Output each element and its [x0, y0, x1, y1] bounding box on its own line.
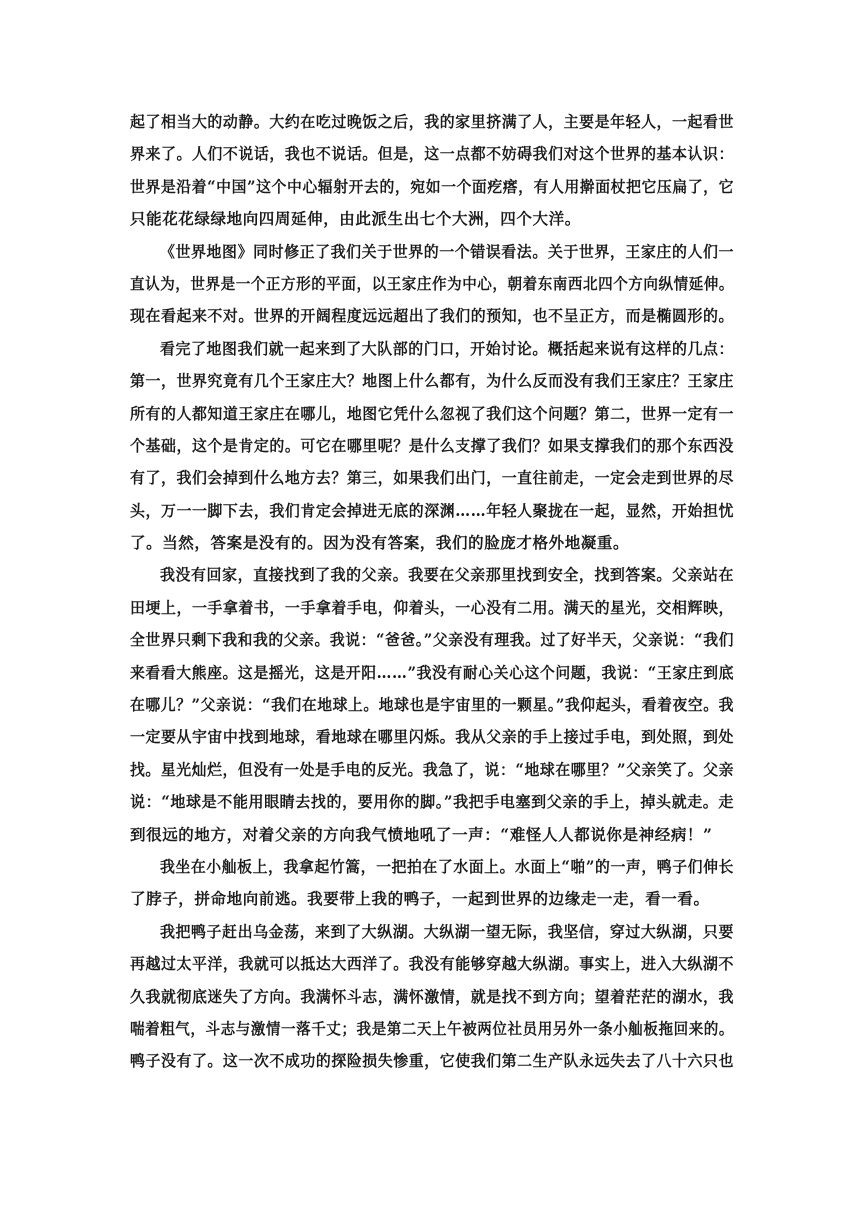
text-line-content: 久我就彻底迷失了方向。我满怀斗志，满怀激情，就是找不到方向；望着茫茫的湖水，我	[130, 986, 734, 1006]
text-line	[130, 786, 734, 818]
text-line	[130, 527, 734, 559]
text-line	[130, 721, 734, 753]
text-line	[130, 592, 734, 624]
text-line	[130, 948, 734, 980]
text-line	[130, 624, 734, 656]
text-line-content: 说：“地球是不能用眼睛去找的，要用你的脚。”我把手电塞到父亲的手上，掉头就走。走	[130, 792, 734, 812]
text-line-content: 世界是沿着“中国”这个中心辐射开去的，宛如一个面疙瘩，有人用擀面杖把它压扁了，它	[130, 176, 734, 196]
text-line-content: 个基础，这个是肯定的。可它在哪里呢？是什么支撑了我们？如果支撑我们的那个东西没	[130, 435, 734, 455]
text-line	[130, 300, 734, 332]
text-line	[130, 236, 734, 268]
text-line-content: 头，万一一脚下去，我们肯定会掉进无底的深渊……年轻人聚拢在一起，显然，开始担忧	[130, 500, 734, 520]
text-line	[130, 365, 734, 397]
text-line-content: 找。星光灿烂，但没有一处是手电的反光。我急了，说：“地球在哪里？”父亲笑了。父亲	[130, 759, 734, 779]
text-line-content: 我把鸭子赶出乌金荡，来到了大纵湖。大纵湖一望无际，我坚信，穿过大纵湖，只要	[160, 921, 734, 941]
text-line-content: 第一，世界究竟有几个王家庄大？地图上什么都有，为什么反而没有我们王家庄？王家庄	[130, 371, 734, 391]
text-line-content: 只能花花绿绿地向四周延伸，由此派生出七个大洲，四个大洋。	[130, 209, 581, 229]
text-line-content: 直认为，世界是一个正方形的平面，以王家庄作为中心，朝着东南西北四个方向纵情延伸。	[130, 273, 734, 293]
text-line	[130, 268, 734, 300]
text-line-content: 了脖子，拼命地向前逃。我要带上我的鸭子，一起到世界的边缘走一走，看一看。	[130, 889, 710, 909]
text-line-content: 有了，我们会掉到什么地方去？第三，如果我们出门，一直往前走，一定会走到世界的尽	[130, 468, 734, 488]
text-line	[130, 1013, 734, 1045]
text-line	[130, 689, 734, 721]
text-line-content: 界来了。人们不说话，我也不说话。但是，这一点都不妨碍我们对这个世界的基本认识：	[130, 144, 734, 164]
text-line	[130, 754, 734, 786]
text-line-content: 一定要从宇宙中找到地球，看地球在哪里闪烁。我从父亲的手上接过手电，到处照，到处	[130, 727, 734, 747]
text-line-content: 起了相当大的动静。大约在吃过晚饭之后，我的家里挤满了人，主要是年轻人，一起看世	[130, 112, 734, 131]
text-line	[130, 851, 734, 883]
text-line-content: 我没有回家，直接找到了我的父亲。我要在父亲那里找到安全，找到答案。父亲站在	[160, 565, 734, 585]
text-line-content: 来看看大熊座。这是摇光，这是开阳……”我没有耐心关心这个问题，我说：“王家庄到底	[130, 662, 734, 682]
text-line	[130, 883, 734, 915]
text-line	[130, 430, 734, 462]
text-line	[130, 333, 734, 365]
text-line	[130, 398, 734, 430]
text-line-content: 在哪儿？”父亲说：“我们在地球上。地球也是宇宙里的一颗星。”我仰起头，看着夜空。我	[130, 695, 734, 715]
text-line-content: 所有的人都知道王家庄在哪儿，地图它凭什么忽视了我们这个问题？第二，世界一定有一	[130, 403, 734, 423]
text-line	[130, 138, 734, 170]
text-line-content: 再越过太平洋，我就可以抵达大西洋了。我没有能够穿越大纵湖。事实上，进入大纵湖不	[130, 954, 734, 974]
text-line	[130, 916, 734, 948]
text-line-content: 田埂上，一手拿着书，一手拿着手电，仰着头，一心没有二用。满天的星光，交相辉映，	[130, 597, 734, 617]
text-line	[130, 106, 734, 138]
text-line	[130, 171, 734, 203]
text-line	[130, 981, 734, 1013]
text-line-content: 我坐在小舢板上，我拿起竹篙，一把拍在了水面上。水面上“啪”的一声，鸭子们伸长	[160, 856, 734, 876]
text-line-content: 喘着粗气，斗志与激情一落千丈；我是第二天上午被两位社员用另外一条小舢板拖回来的。	[130, 1018, 734, 1038]
text-line	[130, 559, 734, 591]
text-line	[130, 819, 734, 851]
text-line-content: 全世界只剩下我和我的父亲。我说：“爸爸。”父亲没有理我。过了好半天，父亲说：“我们	[130, 630, 734, 650]
body-text	[130, 106, 734, 1078]
text-line-content: 了。当然，答案是没有的。因为没有答案，我们的脸庞才格外地凝重。	[130, 533, 630, 553]
text-line	[130, 495, 734, 527]
text-line-content: 现在看起来不对。世界的开阔程度远远超出了我们的预知，也不呈正方，而是椭圆形的。	[130, 306, 734, 326]
text-line	[130, 462, 734, 494]
text-line-content: 看完了地图我们就一起来到了大队部的门口，开始讨论。概括起来说有这样的几点：	[160, 338, 734, 358]
text-line	[130, 1045, 734, 1077]
text-line-content: 到很远的地方，对着父亲的方向我气愤地吼了一声：“难怪人人都说你是神经病！”	[130, 824, 713, 844]
text-line	[130, 203, 734, 235]
text-line	[130, 657, 734, 689]
text-line-content: 鸭子没有了。这一次不成功的探险损失惨重，它使我们第二生产队永远失去了八十六只也	[130, 1051, 734, 1071]
text-line-content: 《世界地图》同时修正了我们关于世界的一个错误看法。关于世界，王家庄的人们一	[160, 241, 734, 261]
